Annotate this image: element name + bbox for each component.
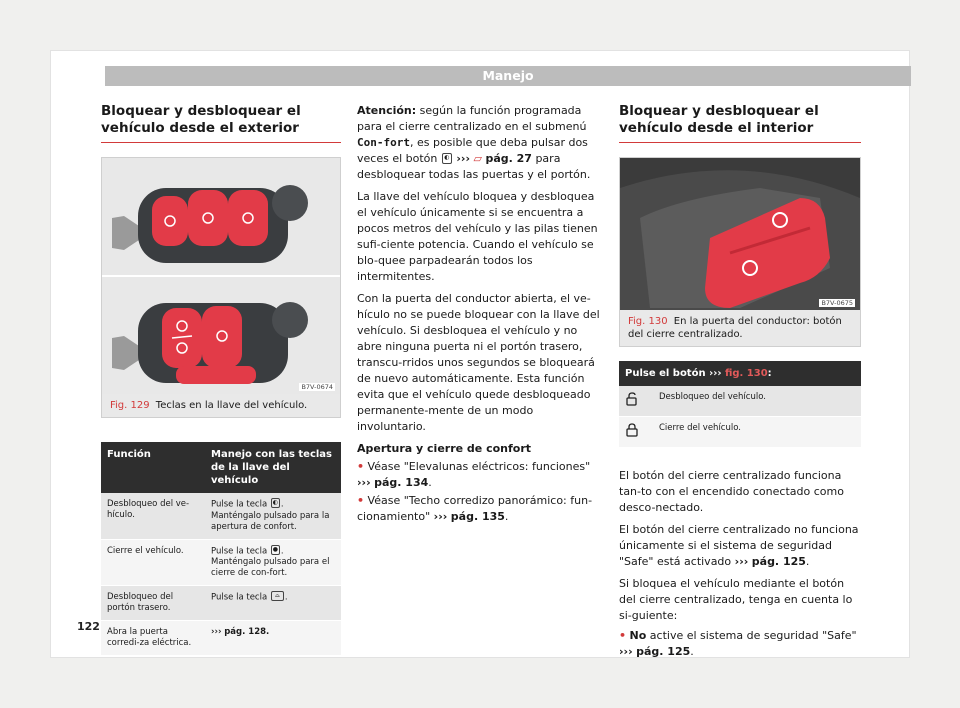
figure-ref-link[interactable]: fig. 130 (724, 368, 768, 379)
page-ref-link[interactable]: pág. 134 (374, 476, 429, 489)
cell-text: . Manténgalo pulsado para la apertura de confort. (211, 499, 330, 532)
figure-ref-code: B7V-0675 (821, 299, 853, 307)
text: Pulse el botón (625, 368, 706, 379)
lock-key-icon: ● (272, 545, 278, 553)
cell-text: Pulse la tecla (211, 499, 268, 510)
section-heading-exterior: Bloquear y desbloquear el vehículo desde el exterior (101, 103, 341, 143)
paragraph-ignition: El botón del cierre centralizado funciona tan-to con el encendido conectado como desco-nectado. (619, 469, 844, 514)
figure-caption (102, 394, 340, 417)
arrow-icon: ››› (709, 368, 722, 379)
book-icon: ▱ (473, 152, 482, 165)
middle-column (357, 103, 603, 531)
table-row (619, 386, 861, 417)
key-fob-illustration (102, 158, 340, 394)
page-ref-link[interactable]: pág. 125 (751, 555, 806, 568)
unlock-key-icon: ◐ (272, 499, 278, 506)
bullet-icon: • (619, 629, 627, 642)
table-row (619, 417, 861, 448)
bullet-item: • Véase "Elevalunas eléctricos: funciones" ››› pág. 134. (357, 460, 591, 489)
table-cell-operation (205, 621, 341, 656)
arrow-icon: ››› (456, 152, 470, 165)
figure-caption-text: Teclas en la llave del vehículo. (155, 400, 308, 411)
table-header-operation: Manejo con las teclas de la llave del vehículo (205, 442, 341, 493)
figure-130 (619, 157, 861, 347)
table-header-row (101, 442, 341, 493)
page-ref-link[interactable]: pág. 125 (636, 645, 691, 658)
cell-text: Pulse la tecla (211, 592, 268, 603)
text: según la función programada para el cierre centralizado en el submenú (357, 104, 587, 133)
unlock-key-icon: ◐ (442, 153, 452, 164)
arrow-icon: ››› (619, 645, 633, 658)
cell-text: . Manténgalo pulsado para el cierre de con-fort. (211, 546, 330, 578)
arrow-icon: ››› (433, 510, 448, 523)
figure-ref-code: B7V-0674 (301, 383, 333, 391)
table-cell-text: Desbloqueo del vehículo. (653, 386, 861, 417)
door-button-image (620, 158, 860, 310)
bold-text: No (629, 629, 647, 642)
manual-page (50, 50, 910, 658)
table-row (101, 539, 341, 586)
arrow-icon: ››› (357, 476, 371, 489)
cell-text: . (284, 592, 288, 603)
lock-icon (619, 417, 653, 448)
table-cell-function: Desbloqueo del portón trasero. (101, 586, 205, 621)
page-ref-link[interactable]: pág. 128. (224, 627, 270, 637)
text: para desbloquear todas las puertas y el portón. (357, 152, 591, 181)
table-header: Pulse el botón ››› fig. 130: (619, 361, 861, 386)
figure-129 (101, 157, 341, 418)
door-button-illustration (620, 158, 860, 310)
text: , es posible que deba pulsar dos veces el botón (357, 136, 588, 165)
page-ref-link[interactable]: pág. 27 (485, 152, 532, 165)
section-heading-interior: Bloquear y desbloquear el vehículo desde el interior (619, 103, 861, 143)
subheading-comfort: Apertura y cierre de confort (357, 442, 532, 455)
paragraph-attention (357, 103, 603, 183)
paragraph-range: La llave del vehículo bloquea y desbloquea el vehículo únicamente si se encuentra a pocos metros del vehículo y las pilas tienen sufi-ciente potencia. Cuando el vehículo se blo-quee parpadearán todos los intermitentes. (357, 190, 598, 283)
table-cell-operation (205, 586, 341, 621)
left-column (101, 51, 341, 656)
table-row (101, 621, 341, 656)
figure-label: Fig. 130 (628, 316, 668, 327)
right-body-text (619, 468, 861, 660)
figure-caption (620, 310, 860, 346)
bullet-item: • Véase "Techo corredizo panorámico: fun-cionamiento" ››› pág. 135. (357, 494, 593, 523)
figure-caption-text: En la puerta del conductor: botón del cierre centralizado. (628, 316, 842, 340)
key-fob-image (102, 158, 340, 394)
bullet-item: • No active el sistema de seguridad "Safe" ››› pág. 125. (619, 629, 857, 658)
bullet-icon: • (357, 460, 365, 473)
text: Véase "Elevalunas eléctricos: funciones" (367, 460, 591, 473)
table-row (101, 586, 341, 621)
table-cell-function: Abra la puerta corredi-za eléctrica. (101, 621, 205, 656)
table-row (101, 493, 341, 539)
trunk-key-icon: ⌓ (271, 591, 284, 601)
text: active el sistema de seguridad "Safe" (649, 629, 857, 642)
bullet-icon: • (357, 494, 365, 507)
table-cell-text: Cierre del vehículo. (653, 417, 861, 448)
table-cell-function: Cierre el vehículo. (101, 539, 205, 586)
key-functions-table (101, 442, 341, 656)
arrow-icon: ››› (211, 627, 222, 637)
cell-text: Pulse la tecla (211, 546, 268, 556)
page-header: Manejo (105, 66, 911, 86)
unlock-icon (619, 386, 653, 417)
button-functions-table (619, 361, 861, 448)
text: Véase "Techo corredizo panorámico: fun-cionamiento" (357, 494, 593, 523)
paragraph-lock-note: Si bloquea el vehículo mediante el botón del cierre centralizado, tenga en cuenta lo si-guiente: (619, 577, 853, 622)
right-column (619, 51, 861, 666)
table-header-function: Función (101, 442, 205, 493)
table-cell-operation (205, 493, 341, 539)
table-header-row (619, 361, 861, 386)
table-cell-function: Desbloqueo del ve-hículo. (101, 493, 205, 539)
table-cell-operation (205, 539, 341, 586)
text: El botón del cierre centralizado no funciona únicamente si el sistema de seguridad "Safe" está activado (619, 523, 859, 568)
attention-label: Atención: (357, 104, 417, 117)
figure-label: Fig. 129 (110, 400, 150, 411)
page-ref-link[interactable]: pág. 135 (450, 510, 505, 523)
page-number: 122 (77, 620, 100, 633)
menu-name: Con-fort (357, 136, 410, 149)
paragraph-safe: El botón del cierre centralizado no funciona únicamente si el sistema de seguridad "Safe" está activado ››› pág. 125. (619, 523, 859, 568)
arrow-icon: ››› (734, 555, 749, 568)
paragraph-driver-door: Con la puerta del conductor abierta, el ve-hículo no se puede bloquear con la llave del vehículo. Si desbloquea el vehículo y no abre ninguna puerta ni el portón trasero, transcu-rridos unos segundos se bloqueará de nuevo automáticamente. Esta función evita que el vehículo quede desbloqueado permanente-mente de un modo involuntario. (357, 292, 600, 433)
